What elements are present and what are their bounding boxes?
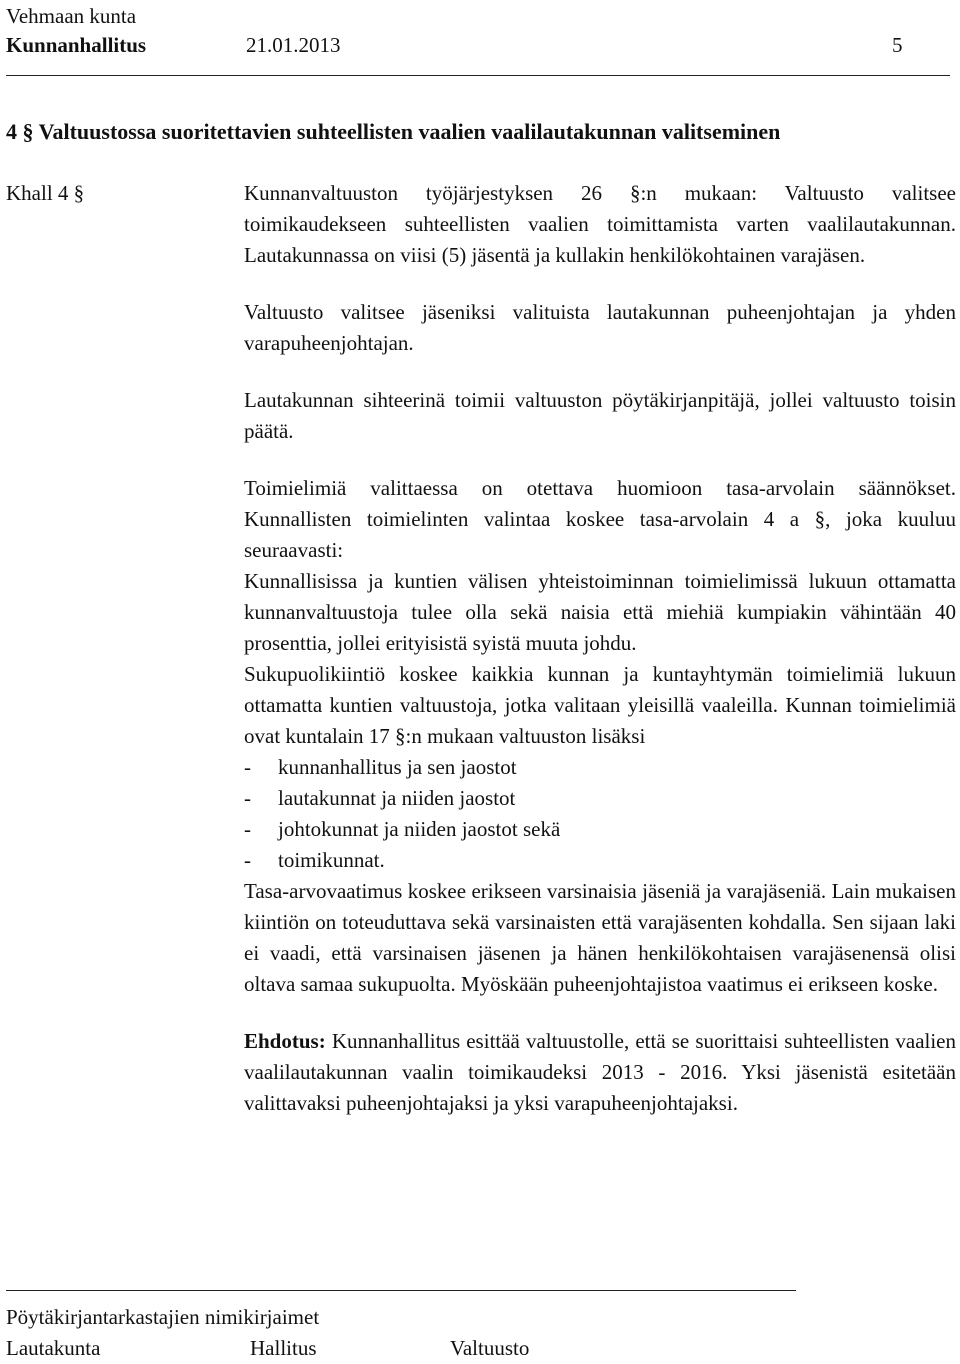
list-item: - toimikunnat. bbox=[278, 845, 956, 876]
meeting-date: 21.01.2013 bbox=[246, 33, 341, 57]
section-reference: Khall 4 § bbox=[6, 181, 85, 205]
section-body bbox=[244, 178, 956, 1119]
list-item: - kunnanhallitus ja sen jaostot bbox=[278, 752, 956, 783]
paragraph-2: Valtuusto valitsee jäseniksi valituista lautakunnan puheenjohtajan ja yhden varapuheenjohtajan. bbox=[244, 300, 956, 355]
footer-divider bbox=[6, 1290, 796, 1291]
initials-lautakunta: Lautakunta bbox=[6, 1336, 101, 1360]
page-header bbox=[6, 30, 906, 61]
paragraph-1: Kunnanvaltuuston työjärjestyksen 26 §:n mukaan: Valtuusto valitsee toimikaudekseen suhteellisten vaalien toimittamista varten vaalilautakunnan. Lautakunnassa on viisi (5) jäsentä ja kullakin henkilökohtainen varajäsen. bbox=[244, 181, 956, 267]
paragraph-3: Lautakunnan sihteerinä toimii valtuuston pöytäkirjanpitäjä, jollei valtuusto toisin päätä. bbox=[244, 388, 956, 443]
initials-valtuusto: Valtuusto bbox=[450, 1336, 530, 1360]
law-quote: Kunnallisissa ja kuntien välisen yhteistoiminnan toimielimissä lukuun ottamatta kunnanvaltuustoja tulee olla sekä naisia että miehiä kumpiakin vähintään 40 prosenttia, jollei erityisistä syistä muuta johdu. bbox=[244, 569, 956, 655]
proposal bbox=[244, 1026, 956, 1119]
paragraph-4: Toimielimiä valittaessa on otettava huomioon tasa-arvolain säännökset. Kunnallisten toimielinten valintaa koskee tasa-arvolain 4 a §, joka kuuluu seuraavasti: bbox=[244, 476, 956, 562]
section-heading: 4 § Valtuustossa suoritettavien suhteellisten vaalien vaalilautakunnan valitseminen bbox=[6, 119, 781, 144]
list-item: - lautakunnat ja niiden jaostot bbox=[278, 783, 956, 814]
header-divider bbox=[6, 75, 950, 76]
paragraph-6: Sukupuolikiintiö koskee kaikkia kunnan ja kuntayhtymän toimielimiä lukuun ottamatta kuntien valtuustoja, jotka valitaan yleisillä vaaleilla. Kunnan toimielimiä ovat kuntalain 17 §:n mukaan valtuuston lisäksi bbox=[244, 662, 956, 748]
list-item: - johtokunnat ja niiden jaostot sekä bbox=[278, 814, 956, 845]
footer-title: Pöytäkirjantarkastajien nimikirjaimet bbox=[6, 1305, 320, 1329]
proposal-text: Kunnanhallitus esittää valtuustolle, että se suorittaisi suhteellisten vaalien vaalilautakunnan vaalin toimikaudeksi 2013 - 2016. Yksi jäsenistä esitetään valittavaksi puheenjohtajaksi ja yksi varapuheenjohtajaksi. bbox=[244, 1029, 957, 1115]
bodies-list bbox=[244, 752, 956, 876]
initials-hallitus: Hallitus bbox=[250, 1336, 317, 1360]
meeting-body: Kunnanhallitus bbox=[6, 33, 147, 57]
proposal-label: Ehdotus: bbox=[244, 1029, 326, 1053]
paragraph-7: Tasa-arvovaatimus koskee erikseen varsinaisia jäseniä ja varajäseniä. Lain mukaisen kiintiön on toteuduttava sekä varsinaisten että varajäsenten kohdalla. Sen sijaan laki ei vaadi, että varsinaisen jäsenen ja hänen henkilökohtaisen varajäsenensä olisi oltava samaa sukupuolta. Myöskään puheenjohtajistoa vaatimus ei erikseen koske. bbox=[244, 879, 956, 996]
organization-name: Vehmaan kunta bbox=[6, 4, 137, 28]
page-number: 5 bbox=[892, 33, 903, 57]
